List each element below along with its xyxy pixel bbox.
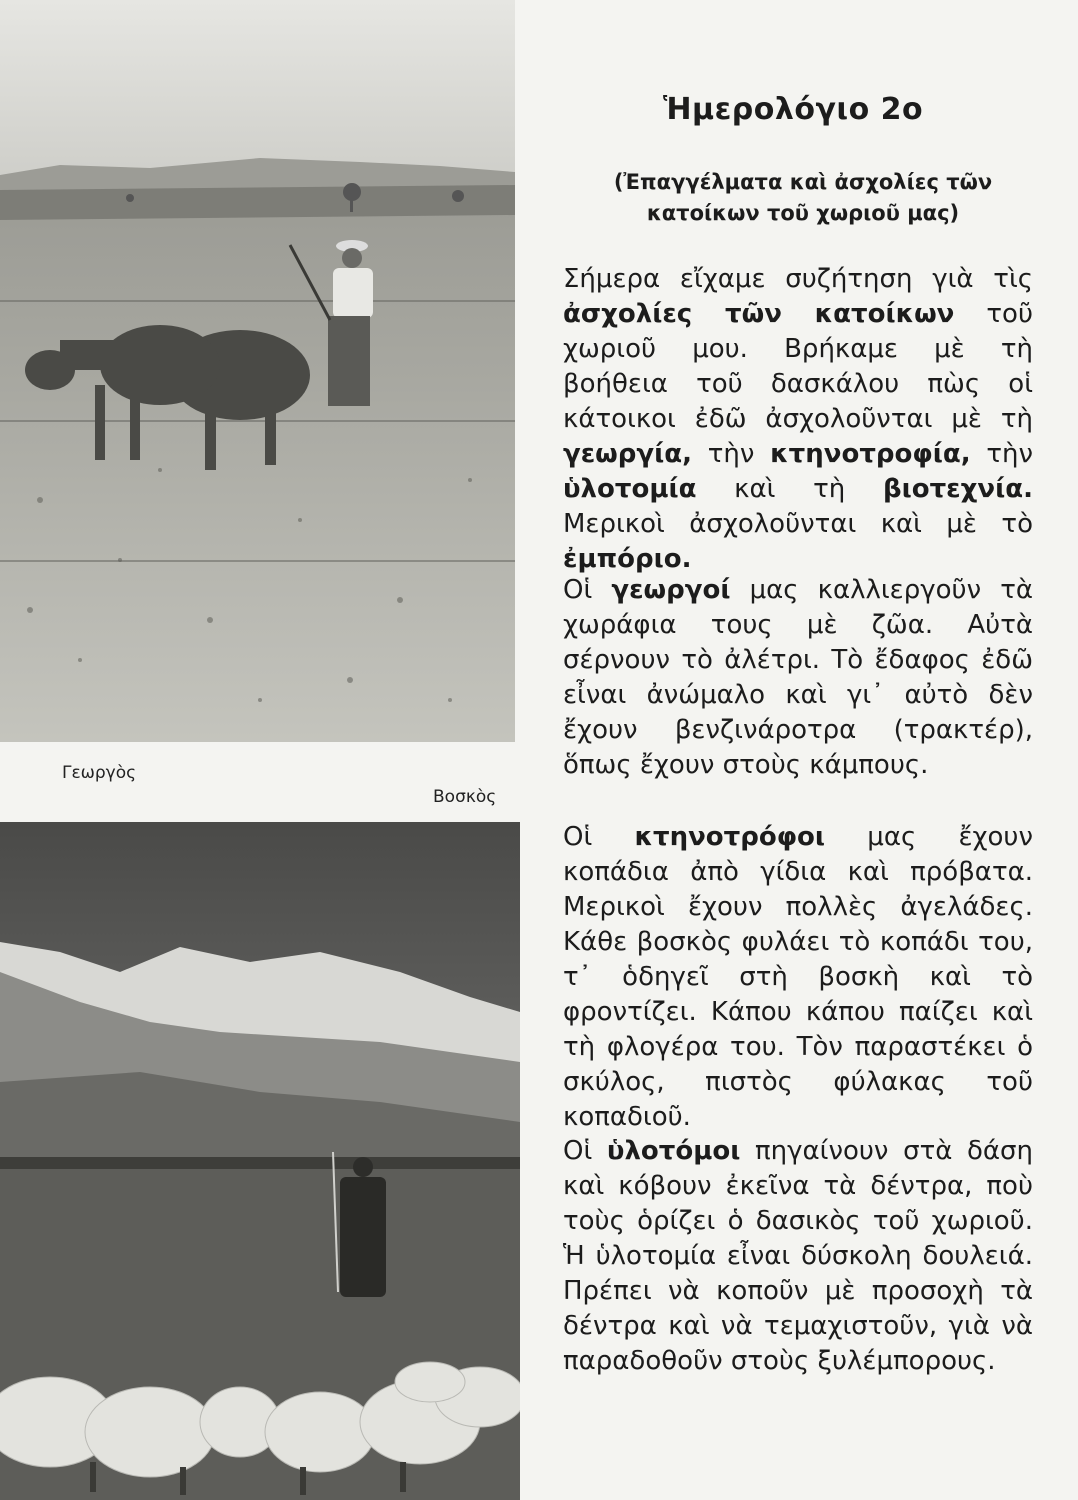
text-run: Μερικοὶ ἀσχολοῦνται καὶ μὲ τὸ (563, 509, 1033, 539)
page-subtitle: (Ἐπαγγέλματα καὶ ἀσχολίες τῶν κατοίκων τοῦ χωριοῦ μας) (613, 170, 993, 225)
emphasized-term: ἐμπόριο. (563, 544, 692, 574)
text-run: τὴν (970, 439, 1034, 469)
paragraph-farmers (563, 573, 1033, 783)
text-run: Σήμερα εἴχαμε συζήτηση γιὰ τὶς (563, 264, 1033, 294)
text-run: Οἱ (563, 822, 635, 852)
text-run: καὶ τὴ (696, 474, 883, 504)
text-run: τοῦ χωριοῦ μου. Βρήκαμε μὲ τὴ βοήθεια τοῦ δασκάλου πὼς οἱ κάτοικοι ἐδῶ ἀσχολοῦνται μὲ τὴ (563, 299, 1033, 434)
text-run: πηγαίνουν στὰ δάση καὶ κόβουν ἐκεῖνα τὰ δέντρα, ποὺ τοὺς ὁρίζει ὁ δασικὸς τοῦ χωριοῦ. Ἡ ὑλοτομία εἶναι δύσκολη δουλειά. Πρέπει νὰ κοποῦν μὲ προσοχὴ τὰ δέντρα καὶ νὰ τεμαχιστοῦν, γιὰ νὰ παραδοθοῦν στοὺς ξυλέμπορους. (563, 1136, 1033, 1376)
emphasized-term: ὑλοτόμοι (606, 1136, 741, 1166)
emphasized-term: κτηνοτρόφοι (634, 822, 826, 852)
paragraph-livestock (563, 820, 1033, 1135)
farmer-photo (0, 0, 515, 742)
farmer-caption: Γεωργὸς (62, 763, 137, 783)
text-run: τὴν (691, 439, 771, 469)
text-run: μας ἔχουν κοπάδια ἀπὸ γίδια καὶ πρόβατα. Μερικοὶ ἔχουν πολλὲς ἀγελάδες. Κάθε βοσκὸς φυλάει τὸ κοπάδι του, τ᾽ ὁδηγεῖ στὴ βοσκὴ καὶ τὸ φροντίζει. Κάπου κάπου παίζει καὶ τὴ φλογέρα του. Τὸν παραστέκει ὁ σκύλος, πιστὸς φύλακας τοῦ κοπαδιοῦ. (563, 822, 1033, 1132)
shepherd-caption: Βοσκὸς (433, 787, 497, 807)
paragraph-loggers (563, 1134, 1033, 1379)
emphasized-term: ἀσχολίες τῶν κατοίκων (563, 299, 955, 329)
text-run: μας καλλιεργοῦν τὰ χωράφια τους μὲ ζῶα. Αὐτὰ σέρνουν τὸ ἀλέτρι. Τὸ ἔδαφος ἐδῶ εἶναι ἀνώμαλο καὶ γι᾽ αὐτὸ δὲν ἔχουν βενζινάροτρα (τρακτέρ), ὅπως ἔχουν στοὺς κάμπους. (563, 575, 1033, 780)
text-run: Οἱ (563, 1136, 607, 1166)
text-run: Οἱ (563, 575, 612, 605)
paragraph-occupations (563, 262, 1033, 577)
emphasized-term: κτηνοτροφία, (770, 439, 971, 469)
shepherd-photo (0, 822, 520, 1500)
emphasized-term: βιοτεχνία. (882, 474, 1033, 504)
page-title: Ἡμερολόγιο 2ο (663, 92, 924, 127)
emphasized-term: γεωργία, (563, 439, 692, 469)
emphasized-term: γεωργοί (611, 575, 731, 605)
emphasized-term: ὑλοτομία (563, 474, 697, 504)
